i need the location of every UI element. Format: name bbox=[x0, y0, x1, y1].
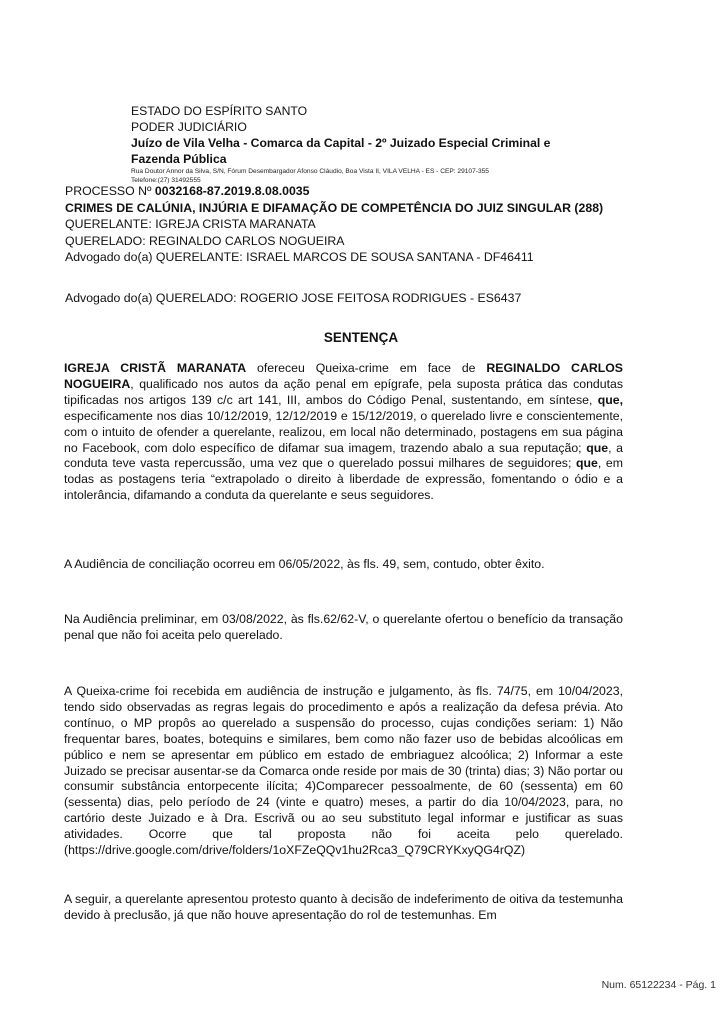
advogado-querelado: Advogado do(a) QUERELADO: ROGERIO JOSE FEITOSA RODRIGUES - ES6437 bbox=[65, 291, 522, 305]
court-address: Rua Doutor Annor da Silva, S/N, Fórum Desembargador Afonso Cláudio, Boa Vista II, VILA VELHA - ES - CEP: 29107-355 bbox=[131, 168, 489, 175]
querelado-name: REGINALDO CARLOS NOGUEIRA bbox=[64, 361, 623, 391]
process-number: 0032168-87.2019.8.08.0035 bbox=[154, 184, 310, 198]
querelante: QUERELANTE: IGREJA CRISTA MARANATA bbox=[65, 217, 316, 231]
advogado-querelante: Advogado do(a) QUERELANTE: ISRAEL MARCOS DE SOUSA SANTANA - DF46411 bbox=[65, 250, 534, 264]
judiciary-line: PODER JUDICIÁRIO bbox=[131, 120, 247, 134]
page-footer: Num. 65122234 - Pág. 1 bbox=[601, 979, 716, 991]
querelado: QUERELADO: REGINALDO CARLOS NOGUEIRA bbox=[65, 233, 345, 248]
paragraph-3: Na Audiência preliminar, em 03/08/2022, às fls.62/62-V, o querelante ofertou o benefício da transação penal que não foi aceita pelo querelado. bbox=[64, 612, 623, 642]
querelante-name: IGREJA CRISTÃ MARANATA bbox=[64, 361, 247, 375]
state-line: ESTADO DO ESPÍRITO SANTO bbox=[131, 104, 308, 118]
paragraph-5: A seguir, a querelante apresentou protesto quanto à decisão de indeferimento de oitiva da testemunha devido à preclusão, já que não houve apresentação do rol de testemunhas. Em bbox=[64, 892, 623, 922]
process-info bbox=[65, 183, 610, 266]
paragraph-1: IGREJA CRISTÃ MARANATA ofereceu Queixa-crime em face de REGINALDO CARLOS NOGUEIRA, qualificado nos autos da ação penal em epígrafe, pela suposta prática das condutas tipificadas nos artigos 139 c/c art 141, III, ambos do Código Penal, sustentando, em síntese, que, especificamente nos dias 10/12/2019, 12/12/2019 e 15/12/2019, o querelado livre e conscientemente, com o intuito de ofender a querelante, realizou, em local não determinado, postagens em sua página no Facebook, com dolo específico de difamar sua imagem, trazendo abalo a sua reputação; que, a conduta teve vasta repercussão, uma vez que o querelado possui milhares de seguidores; que, em todas as postagens teria “extrapolado o direito à liberdade de expressão, fomentando o ódio e a intolerância, difamando a conduta da querelante e seus seguidores. bbox=[64, 361, 623, 503]
document-title: SENTENÇA bbox=[323, 330, 399, 345]
paragraph-4: A Queixa-crime foi recebida em audiência de instrução e julgamento, às fls. 74/75, em 10/04/2023, tendo sido observadas as regras legais do procedimento e após a realização da defesa prévia. Ato contínuo, o MP propôs ao querelado a suspensão do processo, cujas condições seriam: 1) Não frequentar bares, boates, botequins e similares, bem como não fazer uso de bebidas alcoólicas em público e nem se apresentar em público em estado de embriaguez alcoólica; 2) Informar a este Juizado se precisar ausentar-se da Comarca onde reside por mais de 30 (trinta) dias; 3) Não portar ou consumir substância entorpecente ilícita; 4)Comparecer pessoalmente, de 60 (sessenta) em 60 (sessenta) dias, pelo período de 24 (vinte e quatro) meses, a partir do dia 10/04/2023, para, no cartório deste Juizado e à Dra. Escrivã ou ao seu substituto legal informar e justificar as suas atividades. Ocorre que tal proposta não foi aceita pelo querelado. (https://drive.google.com/drive/folders/1oXFZeQQv1hu2Rca3_Q79CRYKxyQG4rQZ) bbox=[64, 684, 623, 858]
court-name: Juízo de Vila Velha - Comarca da Capital - 2º Juizado Especial Criminal e Fazenda Pública bbox=[131, 136, 551, 166]
court-header bbox=[131, 103, 571, 185]
crime-type: CRIMES DE CALÚNIA, INJÚRIA E DIFAMAÇÃO DE COMPETÊNCIA DO JUIZ SINGULAR (288) bbox=[65, 200, 604, 215]
process-number-line bbox=[65, 183, 610, 200]
process-label: PROCESSO Nº bbox=[65, 184, 152, 198]
court-phone: Telefone:(27) 31492555 bbox=[131, 177, 201, 184]
paragraph-2: A Audiência de conciliação ocorreu em 06/05/2022, às fls. 49, sem, contudo, obter êxito. bbox=[64, 557, 545, 571]
